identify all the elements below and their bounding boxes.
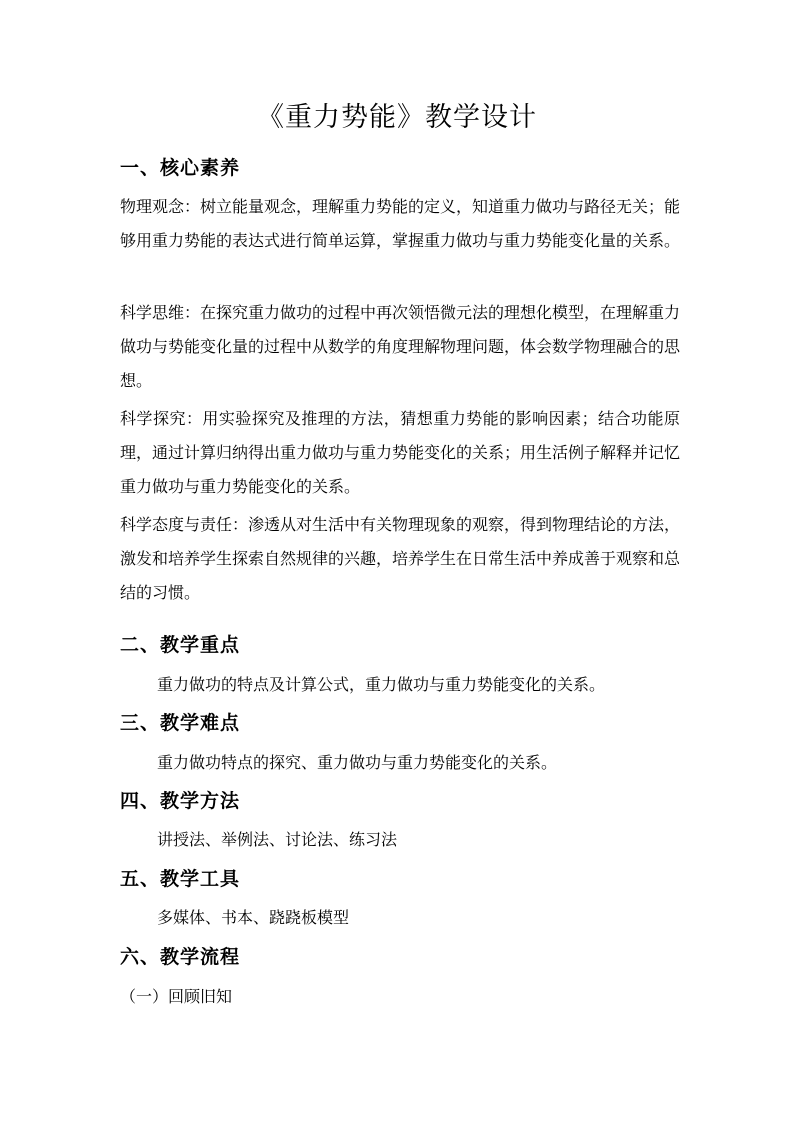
section-heading-core-literacy: 一、核心素养 [120, 157, 241, 179]
tools-text: 多媒体、书本、跷跷板模型 [157, 908, 350, 927]
key-points-text: 重力做功的特点及计算公式，重力做功与重力势能变化的关系。 [157, 675, 606, 694]
section-heading-tools: 五、教学工具 [120, 868, 241, 890]
methods-text: 讲授法、举例法、讨论法、练习法 [157, 830, 398, 849]
difficulties-text: 重力做功特点的探究、重力做功与重力势能变化的关系。 [157, 753, 558, 772]
paragraph-scientific-inquiry: 科学探究：用实验探究及推理的方法，猜想重力势能的影响因素；结合功能原理，通过计算归纳得出重力做功与重力势能变化的关系；用生活例子解释并记忆重力做功与重力势能变化的关系。 [120, 409, 681, 496]
paragraph-scientific-attitude: 科学态度与责任：渗透从对生活中有关物理现象的观察，得到物理结论的方法，激发和培养学生探索自然规律的兴趣，培养学生在日常生活中养成善于观察和总结的习惯。 [120, 515, 681, 602]
section-heading-process: 六、教学流程 [120, 946, 241, 968]
paragraph-physics-concept: 物理观念：树立能量观念，理解重力势能的定义，知道重力做功与路径无关；能够用重力势能的表达式进行简单运算，掌握重力做功与重力势能变化量的关系。 [120, 197, 681, 250]
section-heading-difficulties: 三、教学难点 [120, 712, 241, 734]
document-title: 《重力势能》教学设计 [257, 102, 537, 133]
subsection-review: （一）回顾旧知 [120, 987, 233, 1006]
section-heading-key-points: 二、教学重点 [120, 634, 241, 656]
section-heading-methods: 四、教学方法 [120, 790, 241, 812]
paragraph-scientific-thinking: 科学思维：在探究重力做功的过程中再次领悟微元法的理想化模型，在理解重力做功与势能变化量的过程中从数学的角度理解物理问题，体会数学物理融合的思想。 [120, 303, 681, 390]
